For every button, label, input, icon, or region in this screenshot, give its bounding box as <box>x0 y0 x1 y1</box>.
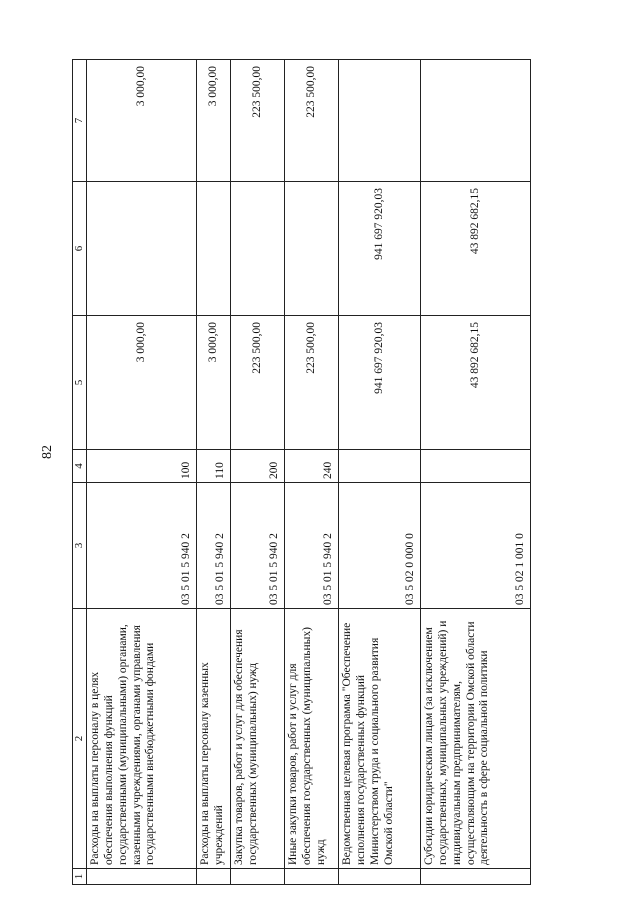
cell-col6 <box>87 182 197 316</box>
cell-type: 100 <box>87 450 197 483</box>
cell-code: 03 5 01 5 940 2 <box>197 483 231 609</box>
cell-col7: 223 500,00 <box>231 60 285 182</box>
cell-col5: 3 000,00 <box>197 316 231 450</box>
table-row <box>197 60 231 885</box>
cell-col6 <box>231 182 285 316</box>
column-header: 7 <box>73 60 87 182</box>
cell-code: 03 5 01 5 940 2 <box>285 483 339 609</box>
table-row <box>231 60 285 885</box>
table-row <box>285 60 339 885</box>
cell-index <box>197 869 231 885</box>
cell-type <box>339 450 421 483</box>
table-row <box>421 60 531 885</box>
cell-type: 110 <box>197 450 231 483</box>
cell-type: 240 <box>285 450 339 483</box>
cell-description: Расходы на выплаты персоналу в целях обеспечения выполнения функций государственными (муниципальными) органами, казенными учреждениями, органами управления государственными внебюджетными фондами <box>87 609 197 869</box>
budget-table <box>72 59 531 885</box>
cell-col5: 223 500,00 <box>231 316 285 450</box>
cell-col6: 43 892 682,15 <box>421 182 531 316</box>
cell-description: Ведомственная целевая программа "Обеспечение исполнения государственных функций Министерством труда и социального развития Омской области" <box>339 609 421 869</box>
cell-col7: 3 000,00 <box>197 60 231 182</box>
cell-description: Субсидии юридическим лицам (за исключением государственных, муниципальных учреждений) и индивидуальным предпринимателям, осуществляющим на территории Омской области деятельность в сфере социальной политики <box>421 609 531 869</box>
cell-description: Расходы на выплаты персоналу казенных учреждений <box>197 609 231 869</box>
cell-index <box>339 869 421 885</box>
cell-code: 03 5 01 5 940 2 <box>87 483 197 609</box>
column-header: 2 <box>73 609 87 869</box>
cell-index <box>421 869 531 885</box>
cell-col6 <box>285 182 339 316</box>
rotated-page <box>72 60 612 885</box>
cell-type <box>421 450 531 483</box>
column-header: 6 <box>73 182 87 316</box>
cell-col7: 3 000,00 <box>87 60 197 182</box>
cell-col7 <box>339 60 421 182</box>
cell-col5: 3 000,00 <box>87 316 197 450</box>
cell-col6: 941 697 920,03 <box>339 182 421 316</box>
cell-col5: 43 892 682,15 <box>421 316 531 450</box>
column-header: 5 <box>73 316 87 450</box>
header-row <box>73 60 87 885</box>
table-row <box>339 60 421 885</box>
cell-col7 <box>421 60 531 182</box>
cell-col6 <box>197 182 231 316</box>
page-number: 82 <box>40 445 55 459</box>
table-row <box>87 60 197 885</box>
cell-code: 03 5 02 1 001 0 <box>421 483 531 609</box>
column-header: 4 <box>73 450 87 483</box>
column-header: 3 <box>73 483 87 609</box>
cell-index <box>231 869 285 885</box>
cell-index <box>285 869 339 885</box>
cell-col5: 223 500,00 <box>285 316 339 450</box>
cell-type: 200 <box>231 450 285 483</box>
cell-code: 03 5 01 5 940 2 <box>231 483 285 609</box>
cell-code: 03 5 02 0 000 0 <box>339 483 421 609</box>
cell-col5: 941 697 920,03 <box>339 316 421 450</box>
cell-description: Иные закупки товаров, работ и услуг для обеспечения государственных (муниципальных) нужд <box>285 609 339 869</box>
cell-col7: 223 500,00 <box>285 60 339 182</box>
column-header: 1 <box>73 869 87 885</box>
cell-index <box>87 869 197 885</box>
cell-description: Закупка товаров, работ и услуг для обеспечения государственных (муниципальных) нужд <box>231 609 285 869</box>
